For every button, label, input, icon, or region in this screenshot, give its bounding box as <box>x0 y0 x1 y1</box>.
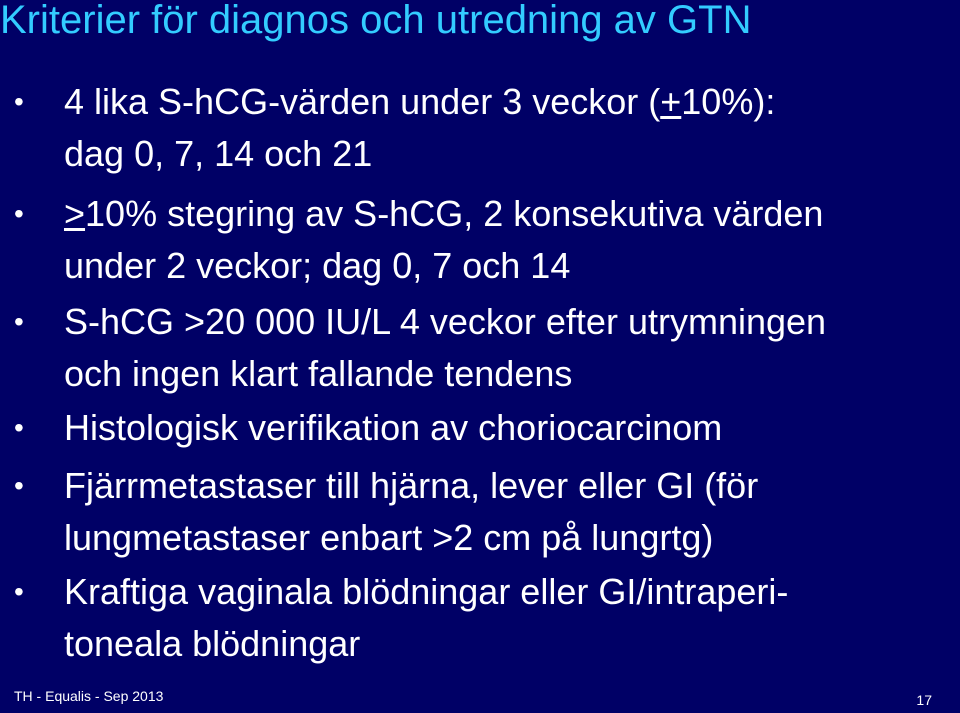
bullet-text: Fjärrmetastaser till hjärna, lever eller GI (för <box>64 465 759 506</box>
bullet-text: Kraftiga vaginala blödningar eller GI/intraperi- <box>64 571 789 612</box>
bullet-marker: • <box>14 470 24 501</box>
footer-text: TH - Equalis - Sep 2013 <box>14 688 164 704</box>
bullet-item <box>14 188 944 292</box>
page-number: 17 <box>916 692 932 708</box>
bullet-marker: • <box>14 198 24 229</box>
bullet-item <box>14 76 944 180</box>
greater-equal-sign: > <box>64 193 86 234</box>
bullet-text: Histologisk verifikation av choriocarcinom <box>64 407 723 448</box>
bullet-item <box>14 460 944 564</box>
bullet-item <box>14 402 944 454</box>
bullet-item <box>14 566 944 670</box>
bullet-item <box>14 296 944 400</box>
bullet-text-line2: toneala blödningar <box>64 623 361 664</box>
slide-title: Kriterier för diagnos och utredning av GTN <box>0 0 752 42</box>
bullet-text-line2: dag 0, 7, 14 och 21 <box>64 133 373 174</box>
bullet-text <box>64 76 944 128</box>
bullet-text-segment: 10%): <box>681 81 776 122</box>
bullet-text: S-hCG >20 000 IU/L 4 veckor efter utrymningen <box>64 301 827 342</box>
bullet-marker: • <box>14 86 24 117</box>
bullet-text-line2: lungmetastaser enbart >2 cm på lungrtg) <box>64 517 714 558</box>
bullet-text-line2: under 2 veckor; dag 0, 7 och 14 <box>64 245 571 286</box>
bullet-marker: • <box>14 306 24 337</box>
bullet-text-line2: och ingen klart fallande tendens <box>64 353 573 394</box>
bullet-marker: • <box>14 412 24 443</box>
bullet-marker: • <box>14 576 24 607</box>
bullet-text-segment: 4 lika S-hCG-värden under 3 veckor ( <box>64 81 661 122</box>
bullet-text-segment: 10% stegring av S-hCG, 2 konsekutiva värden <box>85 193 824 234</box>
plus-minus-sign: + <box>660 81 682 122</box>
bullet-text <box>64 188 944 240</box>
